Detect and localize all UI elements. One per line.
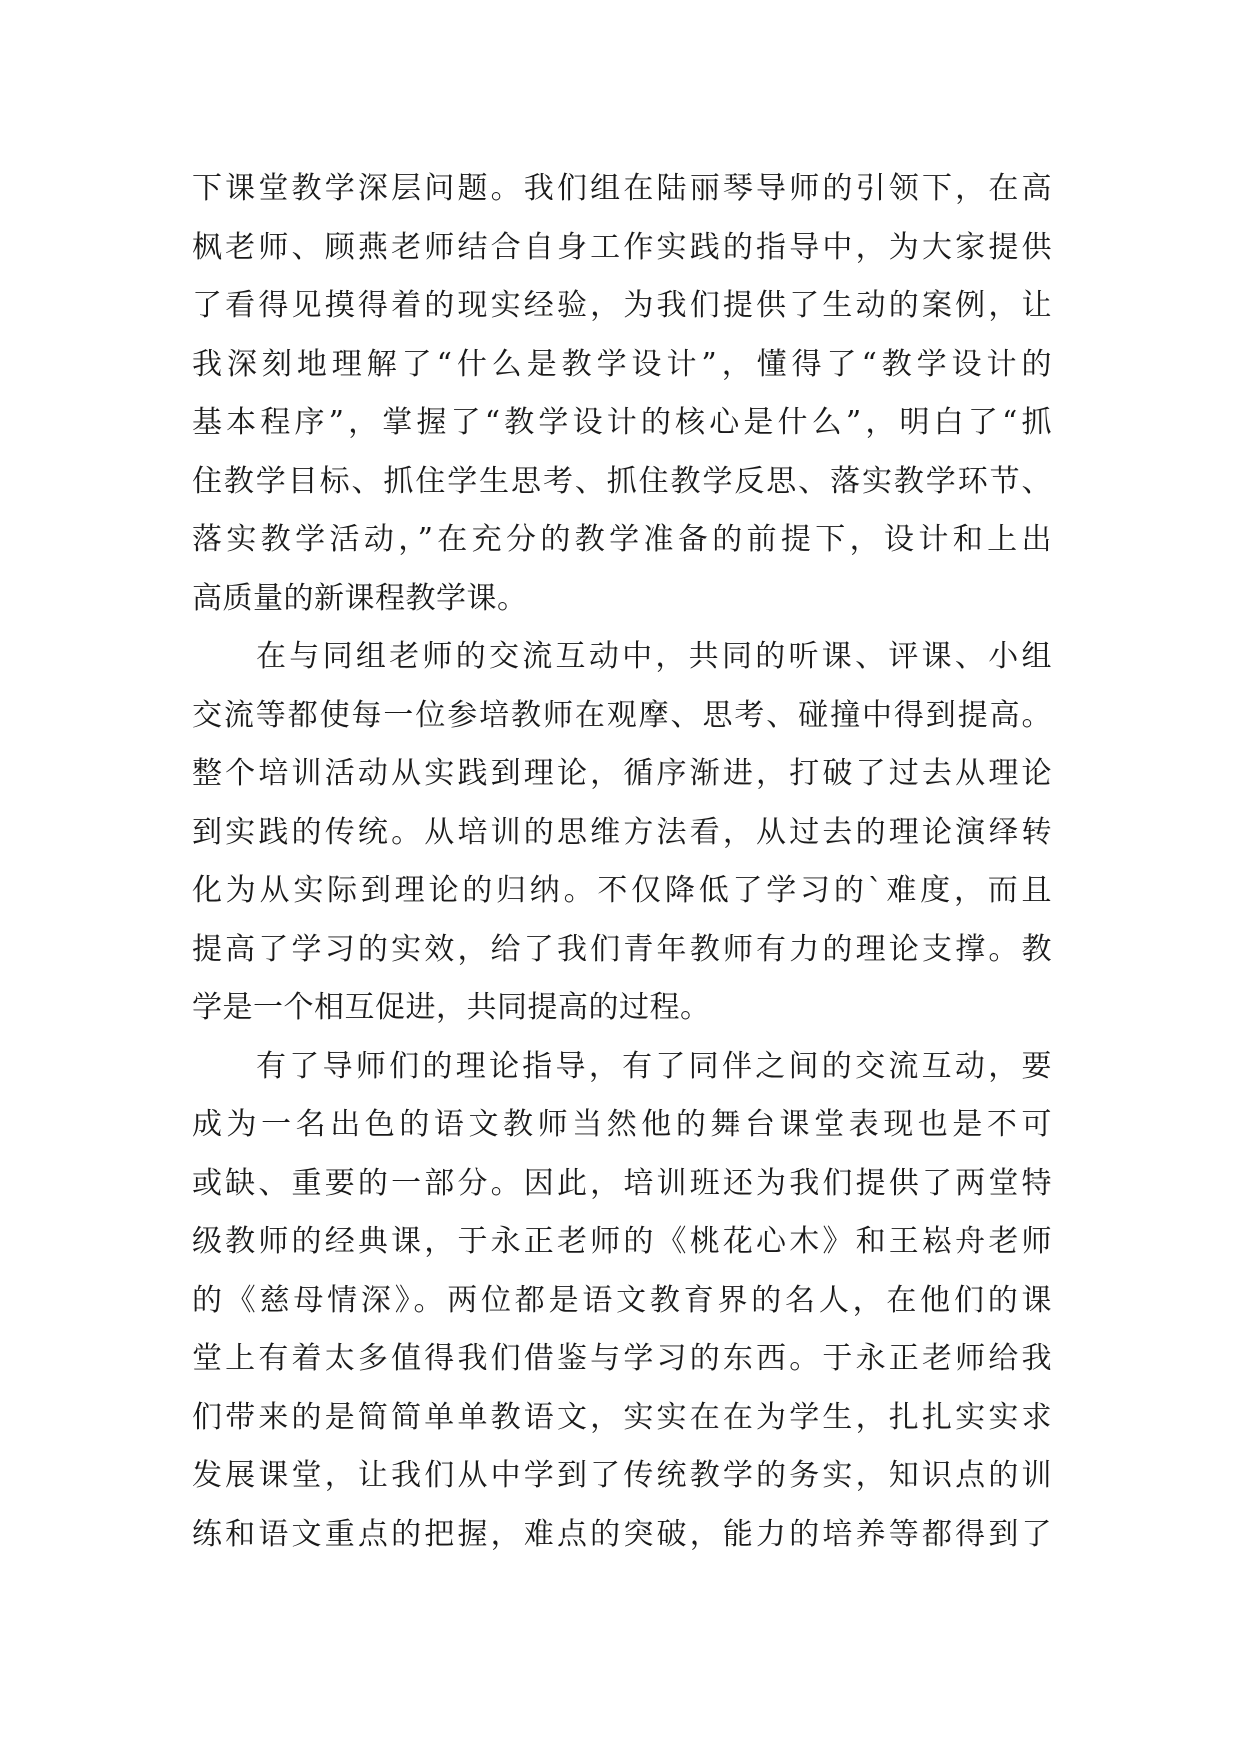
text-line: 有了导师们的理论指导，有了同伴之间的交流互动，要 [256, 1048, 1052, 1084]
text-line: 枫老师、顾燕老师结合自身工作实践的指导中，为大家提供 [192, 229, 1052, 265]
text-line: 落实教学活动，”在充分的教学准备的前提下，设计和上出 [192, 522, 1052, 557]
text-line: 化为从实际到理论的归纳。不仅降低了学习的`难度，而且 [192, 873, 1052, 908]
body-text [192, 160, 1052, 1564]
text-line: 高质量的新课程教学课。 [192, 580, 528, 616]
text-line: 了看得见摸得着的现实经验，为我们提供了生动的案例，让 [192, 288, 1052, 323]
text-line: 堂上有着太多值得我们借鉴与学习的东西。于永正老师给我 [192, 1341, 1052, 1376]
text-line: 级教师的经典课，于永正老师的《桃花心木》和王崧舟老师 [192, 1224, 1052, 1259]
text-line: 成为一名出色的语文教师当然他的舞台课堂表现也是不可 [192, 1107, 1052, 1142]
text-line: 基本程序”，掌握了“教学设计的核心是什么”，明白了“抓 [192, 405, 1052, 440]
text-line: 的《慈母情深》。两位都是语文教育界的名人，在他们的课 [192, 1282, 1052, 1318]
text-line: 整个培训活动从实践到理论，循序渐进，打破了过去从理论 [192, 756, 1052, 791]
text-line: 到实践的传统。从培训的思维方法看，从过去的理论演绎转 [192, 814, 1052, 850]
text-line: 学是一个相互促进，共同提高的过程。 [192, 990, 711, 1025]
text-line: 或缺、重要的一部分。因此，培训班还为我们提供了两堂特 [192, 1165, 1052, 1201]
text-line: 提高了学习的实效，给了我们青年教师有力的理论支撑。教 [192, 931, 1052, 967]
text-line: 交流等都使每一位参培教师在观摩、思考、碰撞中得到提高。 [192, 697, 1052, 733]
paragraph-2 [192, 628, 1052, 1038]
paragraph-3 [192, 1038, 1052, 1565]
text-line: 们带来的是简简单单教语文，实实在在为学生，扎扎实实求 [192, 1399, 1052, 1435]
text-line: 下课堂教学深层问题。我们组在陆丽琴导师的引领下，在高 [192, 171, 1052, 206]
text-line: 在与同组老师的交流互动中，共同的听课、评课、小组 [256, 639, 1052, 674]
text-line: 住教学目标、抓住学生思考、抓住教学反思、落实教学环节、 [192, 463, 1052, 499]
text-line: 练和语文重点的把握，难点的突破，能力的培养等都得到了 [192, 1516, 1052, 1552]
text-line: 发展课堂，让我们从中学到了传统教学的务实，知识点的训 [192, 1458, 1052, 1493]
text-line: 我深刻地理解了“什么是教学设计”，懂得了“教学设计的 [192, 346, 1052, 382]
paragraph-1 [192, 160, 1052, 628]
